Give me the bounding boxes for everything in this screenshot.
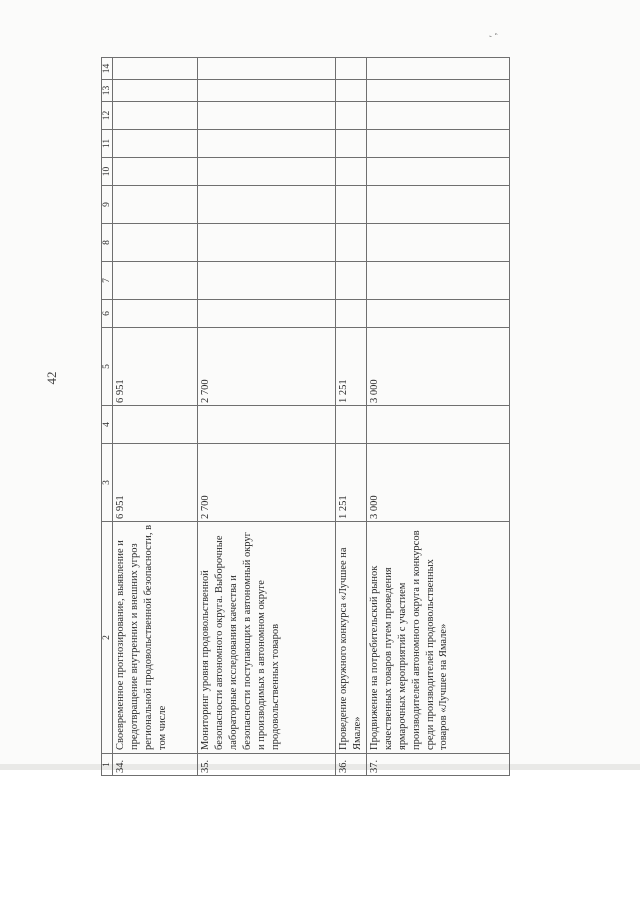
cell-col3: 6 951	[113, 444, 198, 522]
blank-margin	[0, 770, 640, 905]
cell-col3: 1 251	[336, 444, 367, 522]
budget-table	[101, 57, 510, 776]
cell-col4	[367, 406, 510, 444]
cell-col7	[336, 262, 367, 300]
cell-col7	[198, 262, 336, 300]
cell-col5: 2 700	[198, 328, 336, 406]
table-row	[113, 58, 198, 776]
cell-col4	[198, 406, 336, 444]
cell-col13	[336, 80, 367, 102]
header-cell: 4	[102, 406, 113, 444]
header-cell: 11	[102, 130, 113, 158]
row-name: Продвижение на потребительский рынок качественных товаров путем проведения ярмарочных мероприятий с участием производителей автономного округа и конкурсов среди производителей продовольственных товаров «Лучшее на Ямале»	[367, 522, 510, 754]
cell-col10	[198, 158, 336, 186]
header-cell: 1	[102, 754, 113, 776]
cell-col12	[113, 102, 198, 130]
cell-col10	[336, 158, 367, 186]
header-cell: 5	[102, 328, 113, 406]
cell-col10	[113, 158, 198, 186]
cell-col8	[367, 224, 510, 262]
header-cell: 12	[102, 102, 113, 130]
cell-col9	[198, 186, 336, 224]
row-number: 36.	[336, 754, 367, 776]
cell-col5: 3 000	[367, 328, 510, 406]
cell-col10	[367, 158, 510, 186]
header-cell: 8	[102, 224, 113, 262]
row-number: 37.	[367, 754, 510, 776]
cell-col8	[198, 224, 336, 262]
cell-col11	[367, 130, 510, 158]
cell-col6	[336, 300, 367, 328]
cell-col7	[367, 262, 510, 300]
header-cell: 6	[102, 300, 113, 328]
cell-col4	[336, 406, 367, 444]
row-number: 34.	[113, 754, 198, 776]
header-cell: 9	[102, 186, 113, 224]
cell-col13	[198, 80, 336, 102]
row-name: Своевременное прогнозирование, выявление и предотвращение внутренних и внешних угроз региональной продовольственной безопасности, в том числе	[113, 522, 198, 754]
table-row	[198, 58, 336, 776]
cell-col5: 6 951	[113, 328, 198, 406]
cell-col12	[198, 102, 336, 130]
cell-col6	[113, 300, 198, 328]
cell-col8	[113, 224, 198, 262]
cell-col8	[336, 224, 367, 262]
cell-col9	[113, 186, 198, 224]
header-row	[102, 58, 113, 776]
cell-col11	[113, 130, 198, 158]
header-cell: 2	[102, 522, 113, 754]
cell-col14	[367, 58, 510, 80]
table-row	[336, 58, 367, 776]
header-cell: 7	[102, 262, 113, 300]
corner-mark: ′,	[488, 32, 499, 38]
cell-col14	[336, 58, 367, 80]
cell-col6	[367, 300, 510, 328]
cell-col3: 2 700	[198, 444, 336, 522]
cell-col12	[336, 102, 367, 130]
row-name: Мониторинг уровня продовольственной безопасности автономного округа. Выборочные лабораторные исследования качества и безопасности поступающих в автономный округ и производимых в автономном округе продовольственных товаров	[198, 522, 336, 754]
cell-col14	[113, 58, 198, 80]
cell-col13	[113, 80, 198, 102]
cell-col3: 3 000	[367, 444, 510, 522]
cell-col6	[198, 300, 336, 328]
cell-col13	[367, 80, 510, 102]
cell-col9	[367, 186, 510, 224]
header-cell: 10	[102, 158, 113, 186]
cell-col11	[336, 130, 367, 158]
page-number: 42	[44, 371, 59, 385]
cell-col11	[198, 130, 336, 158]
row-number: 35.	[198, 754, 336, 776]
cell-col9	[336, 186, 367, 224]
cell-col14	[198, 58, 336, 80]
row-name: Проведение окружного конкурса «Лучшее на Ямале»	[336, 522, 367, 754]
table-row	[367, 58, 510, 776]
cell-col5: 1 251	[336, 328, 367, 406]
cell-col12	[367, 102, 510, 130]
cell-col4	[113, 406, 198, 444]
header-cell: 3	[102, 444, 113, 522]
header-cell: 14	[102, 58, 113, 80]
rotated-table	[101, 58, 509, 776]
header-cell: 13	[102, 80, 113, 102]
cell-col7	[113, 262, 198, 300]
